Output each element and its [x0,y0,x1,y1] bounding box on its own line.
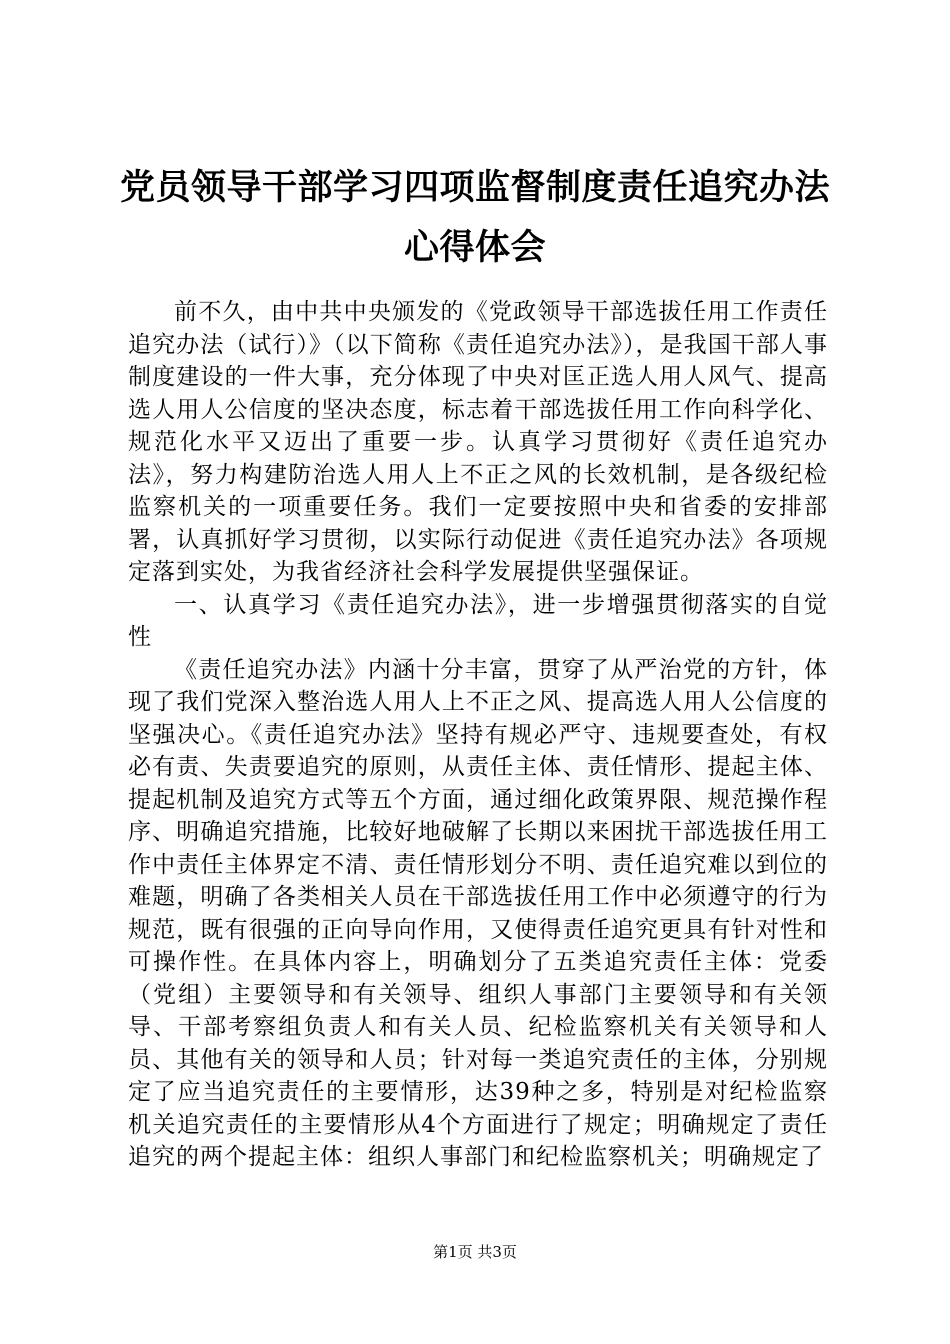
paragraph-intro: 前不久，由中共中央颁发的《党政领导干部选拔任用工作责任追究办法（试行）》（以下简称《责任追究办法》），是我国干部人事制度建设的一件大事，充分体现了中央对匡正选人用人风气、提高选人用人公信度的坚决态度，标志着干部选拔任用工作向科学化、规范化水平又迈出了重要一步。认真学习贯彻好《责任追究办法》，努力构建防治选人用人上不正之风的长效机制，是各级纪检监察机关的一项重要任务。我们一定要按照中央和省委的安排部署，认真抓好学习贯彻，以实际行动促进《责任追究办法》各项规定落到实处，为我省经济社会科学发展提供坚强保证。 [128,299,828,585]
document-body [128,296,828,1174]
title-line-1: 党员领导干部学习四项监督制度责任追究办法 [119,167,830,208]
document-title [100,158,850,278]
paragraph-section-1: 《责任追究办法》内涵十分丰富，贯穿了从严治党的方针，体现了我们党深入整治选人用人上不正之风、提高选人用人公信度的坚强决心。《责任追究办法》坚持有规必严守、违规要查处，有权必有责、失责要追究的原则，从责任主体、责任情形、提起主体、提起机制及追究方式等五个方面，通过细化政策界限、规范操作程序、明确追究措施，比较好地破解了长期以来困扰干部选拔任用工作中责任主体界定不清、责任情形划分不明、责任追究难以到位的难题，明确了各类相关人员在干部选拔任用工作中必须遵守的行为规范，既有很强的正向导向作用，又使得责任追究更具有针对性和可操作性。在具体内容上，明确划分了五类追究责任主体：党委（党组）主要领导和有关领导、组织人事部门主要领导和有关领导、干部考察组负责人和有关人员、纪检监察机关有关领导和人员、其他有关的领导和人员；针对每一类追究责任的主体，分别规定了应当追究责任的主要情形，达39种之多，特别是对纪检监察机关追究责任的主要情形从4个方面进行了规定；明确规定了责任追究的两个提起主体：组织人事部门和纪检监察机关；明确规定了 [128,656,828,1170]
title-line-2: 心得体会 [403,227,546,268]
section-heading-1: 一、认真学习《责任追究办法》，进一步增强贯彻落实的自觉性 [128,591,828,650]
page-footer: 第1页 共3页 [433,1243,517,1261]
